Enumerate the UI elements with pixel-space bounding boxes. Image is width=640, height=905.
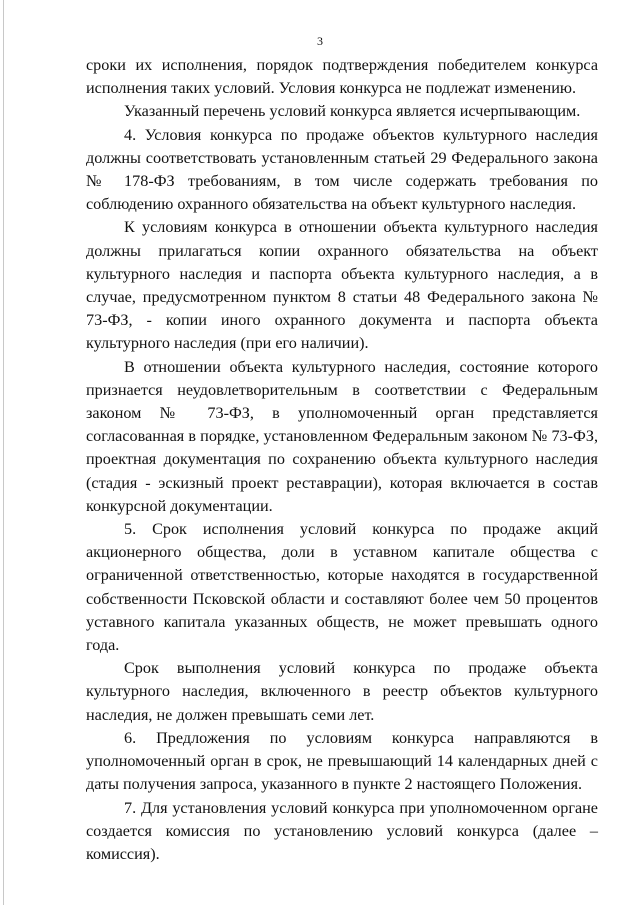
page-number: 3 [317,34,323,48]
paragraph-clause-5: 5. Срок исполнения условий конкурса по продаже акций акционерного общества, доли в уставном капитале общества с ограниченной ответственностью, которые находятся в государственной собственности Псковской области и составляют более чем 50 процентов уставного капитала указанных обществ, не может превышать одного года. [86,520,598,655]
paragraph-continuation: сроки их исполнения, порядок подтверждения победителем конкурса исполнения таких условий. Условия конкурса не подлежат изменению. [86,56,598,98]
paragraph-attachments: К условиям конкурса в отношении объекта культурного наследия должны прилагаться копии охранного обязательства на объект культурного наследия и паспорта объекта культурного наследия, а в случае, предусмотренном пунктом 8 статьи 48 Федерального закона № 73-ФЗ, - копии иного охранного документа и паспорта объекта культурного наследия (при его наличии). [86,218,598,353]
paragraph-exhaustive-list: Указанный перечень условий конкурса является исчерпывающим. [124,102,581,121]
scan-edge-line [3,0,4,905]
paragraph-clause-4: 4. Условия конкурса по продаже объектов культурного наследия должны соответствовать установленным статьей 29 Федерального закона № 178-ФЗ требованиям, в том числе содержать требования по соблюдению охранного обязательства на объект культурного наследия. [86,125,598,214]
paragraph-unsatisfactory-condition: В отношении объекта культурного наследия, состояние которого признается неудовлетворительным в соответствии с Федеральным законом № 73-ФЗ, в уполномоченный орган представляется согласованная в порядке, установленном Федеральным законом № 73-ФЗ, проектная документация по сохранению объекта культурного наследия (стадия - эскизный проект реставрации), которая включается в состав конкурсной документации. [86,357,598,515]
paragraph-clause-7: 7. Для установления условий конкурса при уполномоченном органе создается комиссия по установлению условий конкурса (далее – комиссия). [86,798,598,863]
document-body [86,54,598,866]
paragraph-heritage-term: Срок выполнения условий конкурса по продаже объекта культурного наследия, включенного в реестр объектов культурного наследия, не должен превышать семи лет. [86,659,598,724]
paragraph-clause-6: 6. Предложения по условиям конкурса направляются в уполномоченный орган в срок, не превышающий 14 календарных дней с даты получения запроса, указанного в пункте 2 настоящего Положения. [86,728,598,794]
